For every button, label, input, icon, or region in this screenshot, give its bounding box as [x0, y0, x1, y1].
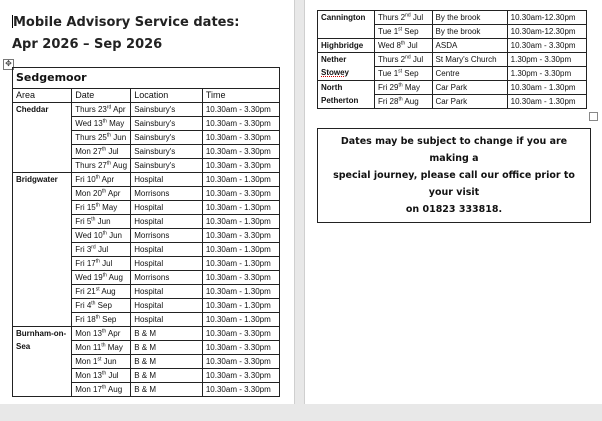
date-day: Fri 5 [75, 217, 92, 226]
date-ordinal: nd [405, 12, 411, 19]
date-ordinal: th [102, 118, 107, 125]
time-cell: 10.30am - 1.30pm [507, 95, 586, 109]
date-day: Tue 1 [378, 27, 399, 36]
location-cell: Car Park [432, 81, 507, 95]
time-cell: 10.30am-12.30pm [507, 11, 586, 25]
time-cell: 10.30am - 1.30pm [202, 299, 279, 313]
date-cell [375, 81, 433, 95]
date-cell [72, 117, 131, 131]
date-ordinal: th [95, 258, 100, 265]
date-day: Thurs 23 [75, 105, 107, 114]
schedule-table [12, 67, 280, 397]
document-title[interactable] [12, 12, 239, 56]
area-name: Cheddar [16, 105, 49, 114]
time-cell: 10.30am - 1.30pm [202, 173, 279, 187]
date-cell [72, 145, 131, 159]
location-cell: Hospital [131, 285, 203, 299]
location-cell: St Mary's Church [432, 53, 507, 67]
area-name: Stowey [321, 68, 350, 77]
time-cell: 10.30am - 1.30pm [507, 81, 586, 95]
location-cell: B & M [131, 369, 203, 383]
date-cell [72, 285, 131, 299]
notice-line-1: Dates may be subject to change if you are making a [340, 136, 568, 164]
date-day: Tue 1 [378, 69, 399, 78]
area-name: North [321, 83, 343, 92]
time-cell: 10.30am - 3.30pm [202, 341, 279, 355]
date-day: Fri 3 [75, 245, 92, 254]
date-ordinal: th [101, 146, 107, 153]
date-day: Thurs 2 [378, 13, 406, 22]
area-cell [13, 327, 72, 397]
column-header-date: Date [72, 89, 131, 103]
date-ordinal: th [102, 230, 107, 237]
date-ordinal: th [106, 132, 112, 139]
date-ordinal: th [102, 272, 107, 279]
column-header-area: Area [13, 89, 72, 103]
date-cell [72, 215, 131, 229]
date-day: Mon 1 [75, 357, 98, 366]
date-ordinal: th [91, 300, 96, 307]
date-month: Sep [402, 27, 419, 36]
location-cell: Morrisons [131, 229, 203, 243]
column-header-time: Time [202, 89, 279, 103]
location-cell: Hospital [131, 173, 203, 187]
date-month: Jun [106, 231, 122, 240]
time-cell: 10.30am - 3.30pm [202, 145, 279, 159]
area-cell [13, 103, 72, 173]
location-cell: Sainsbury's [131, 159, 203, 173]
date-day: Mon 17 [75, 385, 102, 394]
date-ordinal: th [95, 174, 100, 181]
location-cell: B & M [131, 383, 203, 397]
table-move-icon[interactable]: ✥ [3, 59, 14, 70]
date-day: Wed 19 [75, 273, 103, 282]
column-header-location: Location [131, 89, 203, 103]
date-day: Fri 28 [378, 97, 399, 106]
date-month: Jun [101, 357, 117, 366]
table-resize-handle[interactable] [589, 112, 598, 121]
date-day: Wed 10 [75, 231, 103, 240]
area-name: Nether [321, 55, 347, 64]
date-cell [72, 327, 131, 341]
date-month: May [106, 119, 125, 128]
table-row [13, 103, 280, 117]
time-cell: 10.30am - 1.30pm [202, 313, 279, 327]
date-month: Jul [95, 245, 109, 254]
date-ordinal: nd [405, 54, 411, 61]
date-cell [72, 187, 131, 201]
date-cell [72, 201, 131, 215]
date-cell [375, 95, 433, 109]
date-month: Sep [402, 69, 419, 78]
location-cell: B & M [131, 341, 203, 355]
time-cell: 10.30am-12.30pm [507, 25, 586, 39]
date-ordinal: rd [106, 104, 112, 111]
date-month: Jun [95, 217, 111, 226]
area-name: Burnham-on- [16, 329, 67, 338]
date-day: Mon 20 [75, 189, 102, 198]
date-ordinal: st [398, 68, 403, 75]
location-cell: Sainsbury's [131, 117, 203, 131]
time-cell: 10.30am - 3.30pm [202, 159, 279, 173]
schedule-table-continued-body [318, 11, 587, 109]
date-day: Fri 4 [75, 301, 92, 310]
date-ordinal: th [95, 202, 100, 209]
date-month: May [105, 343, 123, 352]
date-day: Fri 18 [75, 315, 96, 324]
location-cell: B & M [131, 355, 203, 369]
area-cell [318, 39, 375, 53]
area-cell [318, 11, 375, 39]
time-cell: 10.30am - 3.30pm [202, 117, 279, 131]
date-day: Wed 13 [75, 119, 103, 128]
time-cell: 1.30pm - 3.30pm [507, 53, 586, 67]
table-row [13, 327, 280, 341]
document-page-left [0, 0, 295, 404]
time-cell: 10.30am - 3.30pm [202, 327, 279, 341]
date-cell [72, 243, 131, 257]
date-ordinal: th [91, 216, 96, 223]
date-ordinal: th [106, 160, 112, 167]
location-cell: Car Park [432, 95, 507, 109]
date-day: Mon 13 [75, 329, 102, 338]
location-cell: By the brook [432, 25, 507, 39]
area-name: Highbridge [321, 41, 364, 50]
date-ordinal: th [101, 342, 106, 349]
date-month: Jul [106, 147, 119, 156]
location-cell: Sainsbury's [131, 103, 203, 117]
date-month: May [402, 83, 420, 92]
date-month: Jul [99, 259, 113, 268]
date-cell [72, 229, 131, 243]
date-cell [72, 355, 131, 369]
date-month: Aug [99, 287, 116, 296]
location-cell: Hospital [131, 243, 203, 257]
date-month: Aug [111, 161, 128, 170]
table-row [318, 39, 587, 53]
area-name: Bridgwater [16, 175, 58, 184]
area-name: Cannington [321, 13, 366, 22]
date-month: Aug [106, 385, 123, 394]
location-cell: Morrisons [131, 187, 203, 201]
date-day: Thurs 2 [378, 55, 406, 64]
area-name: Petherton [321, 96, 359, 105]
date-month: Jul [106, 371, 119, 380]
date-ordinal: th [95, 314, 100, 321]
date-month: Jul [410, 55, 424, 64]
date-month: Apr [106, 329, 121, 338]
notice-line-3: on 01823 333818. [405, 204, 503, 215]
table-row [318, 53, 587, 67]
notice-box [317, 128, 591, 223]
date-month: Sep [95, 301, 112, 310]
date-day: Thurs 27 [75, 161, 107, 170]
location-cell: B & M [131, 327, 203, 341]
date-cell [375, 11, 433, 25]
date-cell [72, 313, 131, 327]
time-cell: 1.30pm - 3.30pm [507, 67, 586, 81]
date-cell [72, 271, 131, 285]
date-day: Mon 27 [75, 147, 102, 156]
date-ordinal: st [97, 356, 102, 363]
time-cell: 10.30am - 3.30pm [507, 39, 586, 53]
time-cell: 10.30am - 3.30pm [202, 383, 279, 397]
date-month: Apr [106, 189, 121, 198]
date-month: Apr [111, 105, 126, 114]
document-page-right [304, 0, 602, 404]
date-day: Wed 8 [378, 41, 401, 50]
schedule-table-body [13, 103, 280, 397]
time-cell: 10.30am - 3.30pm [202, 187, 279, 201]
location-cell: Morrisons [131, 271, 203, 285]
date-month: May [99, 203, 118, 212]
area-cell [318, 53, 375, 81]
time-cell: 10.30am - 3.30pm [202, 103, 279, 117]
date-cell [72, 299, 131, 313]
area-name-continued: Sea [16, 342, 31, 351]
date-day: Mon 13 [75, 371, 102, 380]
date-month: Aug [106, 273, 123, 282]
date-cell [72, 257, 131, 271]
date-ordinal: rd [91, 244, 96, 251]
date-month: Apr [99, 175, 115, 184]
time-cell: 10.30am - 3.30pm [202, 271, 279, 285]
schedule-table-continued [317, 10, 587, 109]
table-row [318, 11, 587, 25]
location-cell: By the brook [432, 11, 507, 25]
date-ordinal: th [398, 96, 403, 103]
location-cell: Hospital [131, 299, 203, 313]
table-row [13, 173, 280, 187]
time-cell: 10.30am - 3.30pm [202, 355, 279, 369]
area-cell [318, 81, 375, 109]
location-cell: Sainsbury's [131, 131, 203, 145]
date-cell [375, 53, 433, 67]
time-cell: 10.30am - 3.30pm [202, 131, 279, 145]
location-cell: Hospital [131, 201, 203, 215]
date-cell [72, 159, 131, 173]
date-day: Fri 21 [75, 287, 96, 296]
date-day: Mon 11 [75, 343, 102, 352]
horizontal-scroll-area[interactable] [0, 404, 602, 421]
date-cell [72, 383, 131, 397]
date-cell [72, 341, 131, 355]
location-cell: ASDA [432, 39, 507, 53]
date-cell [72, 173, 131, 187]
date-ordinal: th [398, 82, 403, 89]
title-line-2: Apr 2026 – Sep 2026 [12, 37, 163, 52]
date-day: Thurs 25 [75, 133, 107, 142]
location-cell: Hospital [131, 215, 203, 229]
date-day: Fri 17 [75, 259, 96, 268]
date-month: Jul [410, 13, 424, 22]
time-cell: 10.30am - 3.30pm [202, 369, 279, 383]
area-cell [13, 173, 72, 327]
table-row [318, 81, 587, 95]
date-ordinal: th [101, 328, 107, 335]
date-cell [375, 67, 433, 81]
notice-line-2: special journey, please call our office prior to your visit [333, 170, 575, 198]
time-cell: 10.30am - 1.30pm [202, 285, 279, 299]
date-month: Jul [405, 41, 418, 50]
date-ordinal: th [101, 188, 107, 195]
location-cell: Hospital [131, 313, 203, 327]
date-ordinal: th [101, 384, 107, 391]
date-ordinal: th [400, 40, 406, 47]
date-day: Fri 15 [75, 203, 96, 212]
date-day: Fri 10 [75, 175, 96, 184]
time-cell: 10.30am - 1.30pm [202, 201, 279, 215]
date-month: Aug [402, 97, 419, 106]
region-header: Sedgemoor [13, 68, 280, 89]
date-ordinal: st [398, 26, 403, 33]
time-cell: 10.30am - 1.30pm [202, 243, 279, 257]
time-cell: 10.30am - 3.30pm [202, 229, 279, 243]
date-month: Jun [111, 133, 127, 142]
date-ordinal: st [95, 286, 100, 293]
date-cell [72, 103, 131, 117]
title-line-1: Mobile Advisory Service dates: [13, 15, 240, 30]
date-cell [72, 131, 131, 145]
date-cell [375, 39, 433, 53]
date-day: Fri 29 [378, 83, 399, 92]
date-ordinal: th [101, 370, 107, 377]
location-cell: Sainsbury's [131, 145, 203, 159]
location-cell: Hospital [131, 257, 203, 271]
time-cell: 10.30am - 1.30pm [202, 215, 279, 229]
time-cell: 10.30am - 1.30pm [202, 257, 279, 271]
location-cell: Centre [432, 67, 507, 81]
date-cell [72, 369, 131, 383]
date-month: Sep [99, 315, 117, 324]
date-cell [375, 25, 433, 39]
